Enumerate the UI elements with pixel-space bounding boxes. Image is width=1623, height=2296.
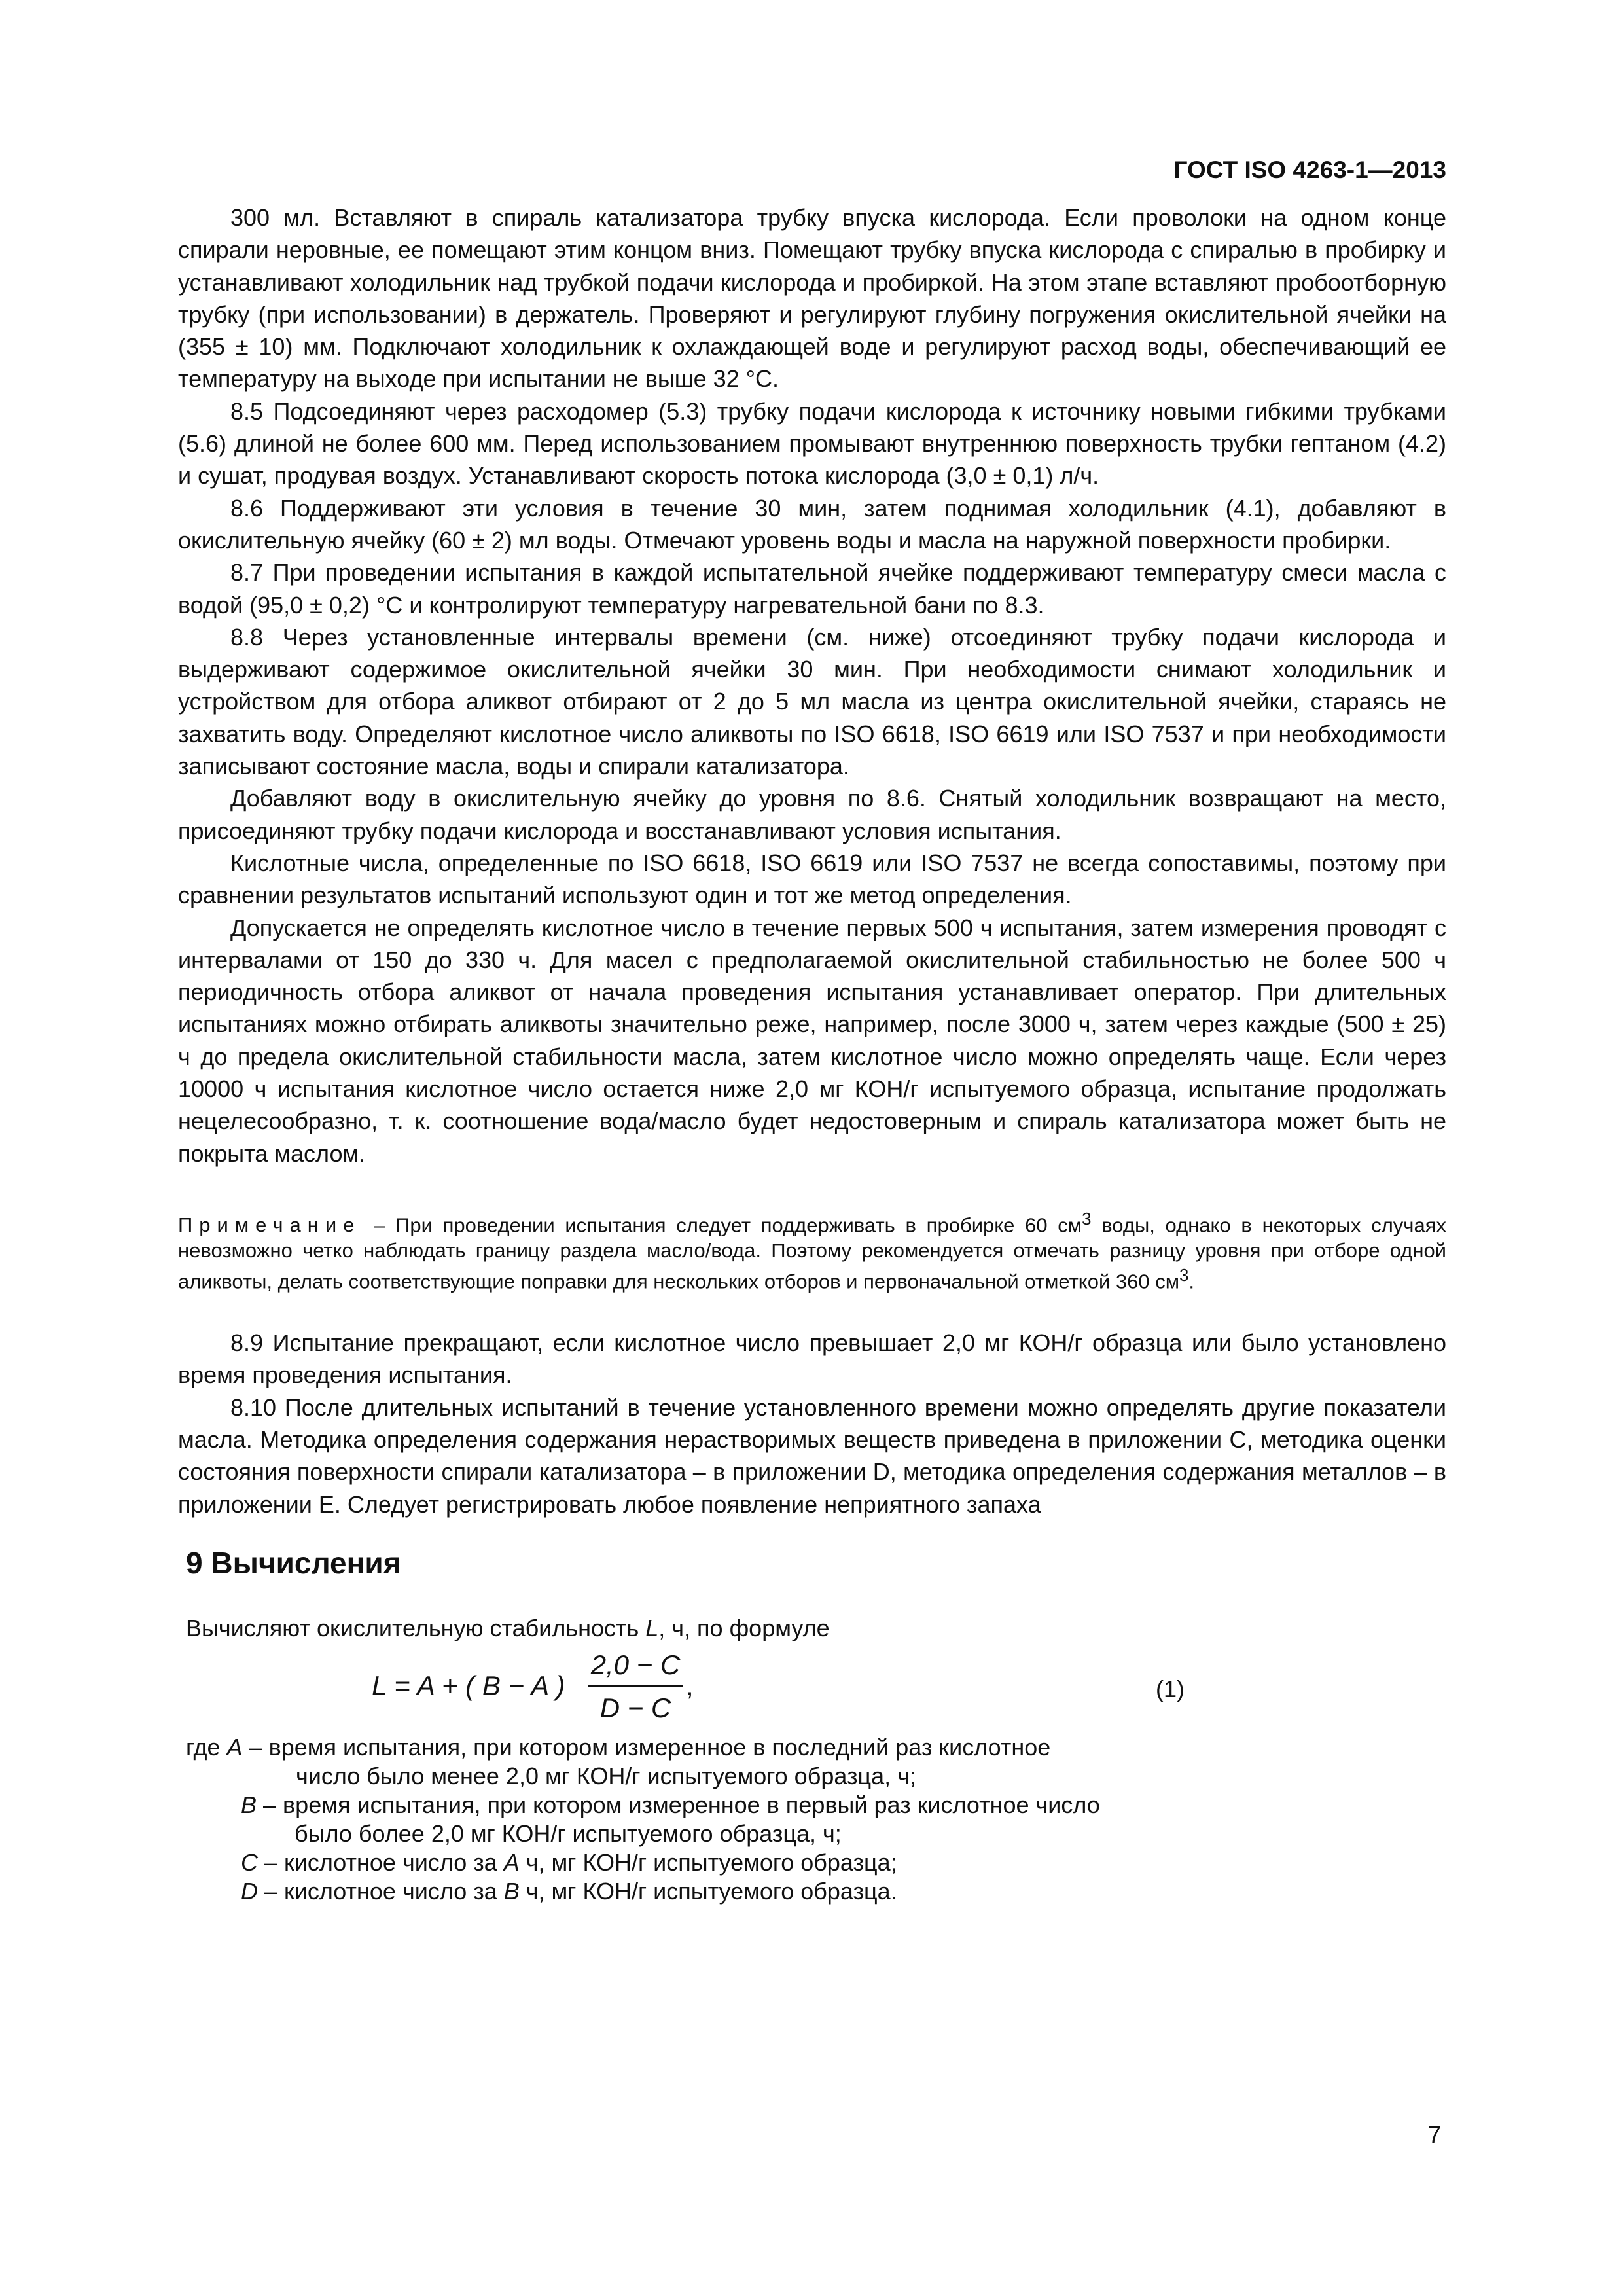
formula-row (178, 1645, 1446, 1731)
paragraph-add-water: Добавляют воду в окислительную ячейку до уровня по 8.6. Снятый холодильник возвращают на место, присоединяют трубку подачи кислорода и восстанавливают условия испытания. (178, 785, 1446, 844)
definition-variable: B (503, 1877, 520, 1905)
paragraph-8-10: 8.10 После длительных испытаний в течение установленного времени можно определять другие показатели масла. Методика определения содержания нерастворимых веществ приведена в приложении С, методика оценки состояния поверхности спирали катализатора – в приложении D, методика определения содержания металлов – в приложении E. Следует регистрировать любое появление неприятного запаха (178, 1393, 1446, 1518)
page-content (178, 202, 1446, 1906)
formula-intro-text-end: , ч, по формуле (658, 1614, 830, 1641)
section-heading (178, 1543, 1446, 1583)
paragraph-8-6: 8.6 Поддерживают эти условия в течение 30 мин, затем поднимая холодильник (4.1), добавляют в окислительную ячейку (60 ± 2) мл воды. Отмечают уровень воды и масла на наружной поверхности пробирки. (178, 494, 1446, 554)
definition-variable: A (503, 1848, 520, 1876)
paragraph-intervals: Допускается не определять кислотное число в течение первых 500 ч испытания, затем измерения проводят с интервалами от 150 до 330 ч. Для масел с предполагаемой окислительной стабильностью не более 500 ч периодичность отбора аликвот от начала проведения испытания устанавливает оператор. При длительных испытаниях можно отбирать аликвоты значительно реже, например, после 3000 ч, затем через каждые (500 ± 25) ч до предела окислительной стабильности масла, затем кислотное число можно определять чаще. Если через 10000 ч испытания кислотное число остается ниже 2,0 мг КОН/г испытуемого образца, испытание продолжать нецелесообразно, т. к. соотношение вода/масло будет недостоверным и спираль катализатора может быть не покрыта маслом. (178, 914, 1446, 1167)
note-superscript-2: 3 (1179, 1266, 1189, 1285)
definition-variable: A (226, 1733, 243, 1761)
paragraph-acid-numbers: Кислотные числа, определенные по ISO 6618, ISO 6619 или ISO 7537 не всегда сопоставимы, поэтому при сравнении результатов испытаний используют один и тот же метод определения. (178, 849, 1446, 909)
definition-text: – время испытания, при котором измеренное в последний раз кислотное (242, 1733, 1051, 1761)
formula-definitions (178, 1733, 1446, 1906)
note-superscript-1: 3 (1082, 1210, 1092, 1229)
paragraph-8-9: 8.9 Испытание прекращают, если кислотное число превышает 2,0 мг КОН/г образца или было установлено время проведения испытания. (178, 1329, 1446, 1389)
paragraph-continuation: 300 мл. Вставляют в спираль катализатора трубку впуска кислорода. Если проволоки на одном конце спирали неровные, ее помещают этим концом вниз. Помещают трубку впуска кислорода с спиралью в пробирку и устанавливают холодильник над трубкой подачи кислорода и пробиркой. На этом этапе вставляют пробоотборную трубку (при использовании) в держатель. Проверяют и регулируют глубину погружения окислительной ячейки на (355 ± 10) мм. Подключают холодильник к охлаждающей воде и регулируют расход воды, обеспечивающий ее температуру на выходе при испытании не выше 32 °С. (178, 204, 1446, 393)
paragraph-8-7: 8.7 При проведении испытания в каждой испытательной ячейке поддерживают температуру смеси масла с водой (95,0 ± 0,2) °С и контролируют температуру нагревательной бани по 8.3. (178, 559, 1446, 619)
page-number: 7 (1427, 2121, 1441, 2148)
definition-variable: B (241, 1791, 257, 1818)
definition-variable: C (241, 1848, 258, 1876)
definition-c (178, 1848, 1446, 1877)
definition-b-continued: было более 2,0 мг КОН/г испытуемого образца, ч; (294, 1820, 842, 1847)
formula-numerator: 2,0 − C (590, 1649, 681, 1680)
note-text-2: воды, однако в некоторых случаях невозможно четко наблюдать границу раздела масло/вода. Поэтому рекомендуется отмечать разницу уровня при отборе одной аликвоты, делать соответствующие поправки для нескольких отборов и первоначальной отметкой 360 см (178, 1213, 1446, 1293)
formula-number: (1) (1156, 1675, 1185, 1702)
body-text-bottom (178, 1327, 1446, 1520)
formula-intro-text: Вычисляют окислительную стабильность (186, 1614, 646, 1641)
formula-comma: , (686, 1670, 694, 1701)
definition-text: – время испытания, при котором измеренное в первый раз кислотное число (257, 1791, 1100, 1818)
section-title: Вычисления (211, 1545, 401, 1580)
definition-text: – кислотное число за (258, 1848, 504, 1876)
definitions-where: где (186, 1733, 227, 1761)
note-label: Примечание (178, 1213, 361, 1237)
definition-text: ч, мг КОН/г испытуемого образца; (519, 1848, 897, 1876)
note-block (178, 1207, 1446, 1295)
formula-lhs: L = A + ( B − A ) (372, 1670, 565, 1701)
definition-text: – кислотное число за (258, 1877, 504, 1905)
formula-intro (178, 1612, 1446, 1644)
definition-a-continued: число было менее 2,0 мг КОН/г испытуемого образца, ч; (296, 1762, 916, 1789)
paragraph-8-5: 8.5 Подсоединяют через расходомер (5.3) трубку подачи кислорода к источнику новыми гибкими трубками (5.6) длиной не более 600 мм. Перед использованием промывают внутреннюю поверхность трубки гептаном (4.2) и сушат, продувая воздух. Устанавливают скорость потока кислорода (3,0 ± 0,1) л/ч. (178, 397, 1446, 490)
definition-d (178, 1877, 1446, 1906)
note-text-1: – При проведении испытания следует поддерживать в пробирке 60 см (363, 1213, 1082, 1237)
body-text-top (178, 202, 1446, 1170)
definition-text: ч, мг КОН/г испытуемого образца. (519, 1877, 897, 1905)
document-code-header: ГОСТ ISO 4263-1—2013 (1173, 156, 1446, 183)
definition-variable: D (241, 1877, 258, 1905)
section-number: 9 (186, 1545, 203, 1580)
formula-denominator: D − C (599, 1692, 671, 1723)
definition-a (178, 1733, 1446, 1762)
note-text-end: . (1188, 1270, 1195, 1293)
paragraph-8-8: 8.8 Через установленные интервалы времени (см. ниже) отсоединяют трубку подачи кислорода и выдерживают содержимое окислительной ячейки 30 мин. При необходимости снимают холодильник и устройством для отбора аликвот отбирают от 2 до 5 мл масла из центра окислительной ячейки, стараясь не захватить воду. Определяют кислотное число аликвоты по ISO 6618, ISO 6619 или ISO 7537 и при необходимости записывают состояние масла, воды и спирали катализатора. (178, 623, 1446, 780)
definition-b (178, 1791, 1446, 1820)
formula-intro-variable: L (645, 1614, 659, 1641)
formula-1 (372, 1645, 738, 1731)
